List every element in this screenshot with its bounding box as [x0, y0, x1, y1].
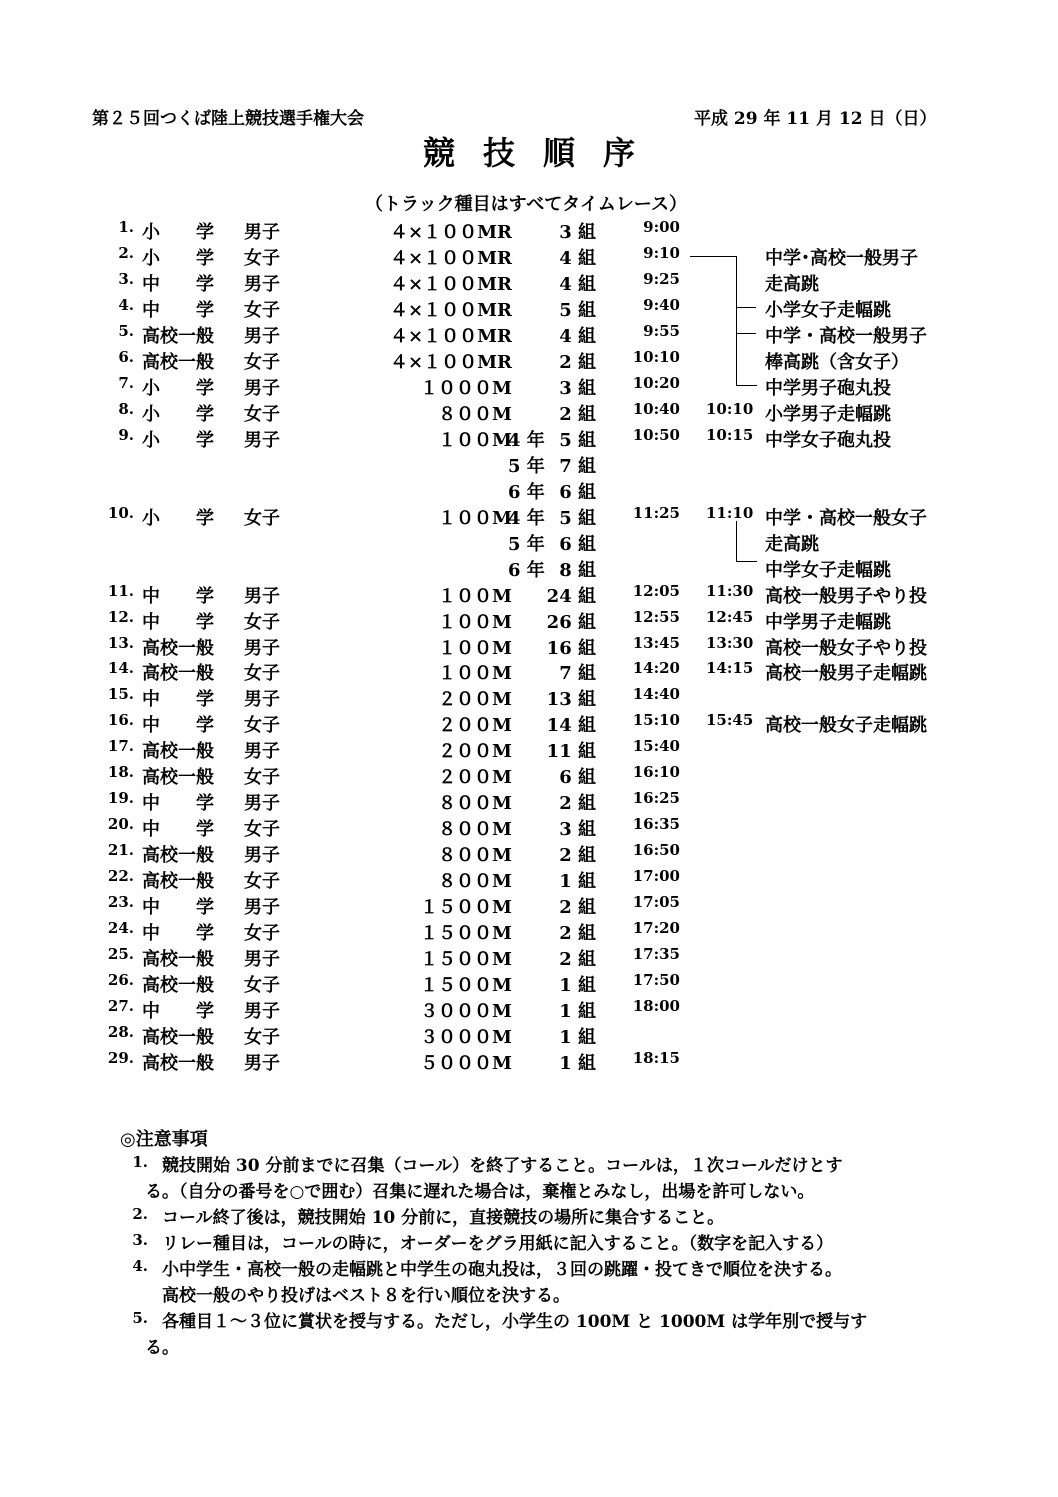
group-count: 7 組	[559, 663, 596, 685]
event-number: 27.	[107, 997, 134, 1016]
division: 中 学	[142, 585, 214, 607]
division: 小 学	[142, 377, 214, 399]
grade: 5 年	[508, 455, 545, 477]
group-count: 6 組	[559, 533, 596, 555]
event-number: 29.	[107, 1049, 134, 1068]
group-count: 2 組	[559, 403, 596, 425]
field-event-item	[0, 530, 1058, 556]
division: 中 学	[142, 715, 214, 737]
event-number: 16.	[107, 711, 134, 730]
note-number: 4.	[132, 1257, 148, 1275]
start-time: 12:05	[632, 581, 680, 600]
event-name: ４×１００MR	[390, 299, 512, 321]
event-number: 17.	[107, 737, 134, 756]
division: 小 学	[142, 247, 214, 269]
gender: 男子	[244, 377, 280, 399]
division: 中 学	[142, 923, 214, 945]
event-number: 3.	[118, 269, 134, 288]
group-count: 26 組	[546, 611, 596, 633]
competition-title: 第２５回つくば陸上競技選手権大会	[92, 109, 364, 129]
gender: 男子	[244, 222, 280, 243]
field-time: 12:45	[706, 607, 754, 626]
note-number: 3.	[132, 1231, 148, 1249]
connector-tick-1	[736, 307, 756, 308]
group-count: 3 組	[559, 377, 596, 399]
division: 中 学	[142, 611, 214, 633]
gender: 女子	[244, 299, 280, 321]
field-event-label: 中学女子走幅跳	[765, 559, 891, 581]
table-row	[0, 789, 1058, 815]
field-time: 15:45	[706, 711, 754, 730]
field-event-label: 小学男子走幅跳	[765, 403, 891, 425]
group-count: 5 組	[559, 429, 596, 451]
gender: 男子	[244, 689, 280, 711]
group-count: 2 組	[559, 351, 596, 373]
event-number: 4.	[118, 295, 134, 314]
table-row	[0, 763, 1058, 789]
gender: 女子	[244, 923, 280, 945]
notes-title: ◎注意事項	[120, 1129, 208, 1150]
start-time: 16:25	[632, 789, 680, 808]
event-number: 28.	[107, 1023, 134, 1042]
field-event-item	[0, 244, 1058, 270]
field-event-item	[0, 556, 1058, 582]
start-time: 17:50	[632, 971, 680, 990]
gender: 女子	[244, 767, 280, 789]
event-name: １００M	[438, 507, 512, 529]
division: 高校一般	[142, 1027, 214, 1049]
division: 高校一般	[142, 351, 214, 373]
competition-date: 平成 29 年 11 月 12 日（日）	[694, 109, 937, 129]
start-time: 9:25	[643, 269, 680, 288]
event-name: １５００M	[420, 923, 512, 945]
gender: 男子	[244, 429, 280, 451]
group-count: 4 組	[559, 273, 596, 295]
division: 高校一般	[142, 637, 214, 659]
field-event-label: 高校一般男子走幅跳	[765, 663, 927, 685]
division: 中 学	[142, 273, 214, 295]
group-count: 6 組	[559, 767, 596, 789]
table-row	[0, 919, 1058, 945]
field-event-label: 中学･高校一般男子	[765, 247, 918, 269]
table-row	[0, 1049, 1058, 1075]
event-name: ４×１００MR	[390, 247, 512, 269]
gender: 女子	[244, 403, 280, 425]
division: 中 学	[142, 819, 214, 841]
start-time: 12:55	[632, 607, 680, 626]
event-number: 20.	[107, 815, 134, 834]
group-count: 3 組	[559, 222, 596, 243]
gender: 男子	[244, 845, 280, 867]
gender: 男子	[244, 637, 280, 659]
group-count: 1 組	[559, 1001, 596, 1023]
gender: 男子	[244, 741, 280, 763]
field-event-item	[0, 296, 1058, 322]
table-row	[0, 841, 1058, 867]
event-name: １５００M	[420, 949, 512, 971]
event-name: ５０００M	[420, 1053, 512, 1075]
field-time: 14:15	[706, 659, 754, 678]
field-event-label: 棒高跳（含女子）	[765, 351, 909, 373]
event-name: ２００M	[438, 689, 512, 711]
start-time: 16:35	[632, 815, 680, 834]
event-number: 12.	[107, 607, 134, 626]
group-count: 4 組	[559, 247, 596, 269]
start-time: 9:10	[643, 243, 680, 262]
table-row	[0, 815, 1058, 841]
event-number: 2.	[118, 243, 134, 262]
start-time: 17:35	[632, 945, 680, 964]
event-name: １００M	[438, 637, 512, 659]
event-number: 26.	[107, 971, 134, 990]
event-number: 18.	[107, 763, 134, 782]
event-number: 6.	[118, 347, 134, 366]
start-time: 17:00	[632, 867, 680, 886]
event-number: 15.	[107, 685, 134, 704]
group-count: 2 組	[559, 845, 596, 867]
note-number: 5.	[132, 1309, 148, 1327]
gender: 女子	[244, 507, 280, 529]
group-count: 6 組	[559, 481, 596, 503]
connector-tick-2	[736, 333, 756, 334]
field-event-label: 中学男子砲丸投	[765, 377, 891, 399]
start-time: 16:10	[632, 763, 680, 782]
field-event-label: 中学・高校一般男子	[765, 325, 927, 347]
grade: 4 年	[508, 429, 545, 451]
note-line: る。	[145, 1338, 179, 1358]
page-subtitle: （トラック種目はすべてタイムレース）	[365, 194, 688, 215]
field-event-label: 小学女子走幅跳	[765, 299, 891, 321]
field-time: 11:30	[706, 581, 754, 600]
field-event-label: 中学男子走幅跳	[765, 611, 891, 633]
division: 高校一般	[142, 871, 214, 893]
event-name: ８００M	[438, 819, 512, 841]
event-name: ４×１００MR	[390, 273, 512, 295]
division: 高校一般	[142, 741, 214, 763]
group-count: 11 組	[546, 741, 596, 763]
group-count: 2 組	[559, 949, 596, 971]
division: 高校一般	[142, 663, 214, 685]
connector-bracket-2	[736, 521, 757, 562]
field-event-item	[0, 322, 1058, 348]
group-count: 16 組	[546, 637, 596, 659]
gender: 男子	[244, 793, 280, 815]
event-name: ４×１００MR	[390, 351, 512, 373]
field-time: 10:10	[706, 399, 754, 418]
event-number: 14.	[107, 659, 134, 678]
start-time: 10:40	[632, 399, 680, 418]
connector-bracket-1	[736, 256, 757, 386]
start-time: 9:00	[643, 218, 680, 236]
division: 高校一般	[142, 325, 214, 347]
field-time: 11:10	[706, 503, 754, 522]
field-event-label: 高校一般女子やり投	[765, 637, 927, 659]
field-event-item	[0, 711, 1058, 737]
start-time: 11:25	[632, 503, 680, 522]
field-event-label: 走高跳	[765, 273, 819, 295]
event-number: 21.	[107, 841, 134, 860]
start-time: 14:20	[632, 659, 680, 678]
group-count: 3 組	[559, 819, 596, 841]
group-count: 1 組	[559, 1053, 596, 1075]
gender: 女子	[244, 975, 280, 997]
event-name: ８００M	[438, 403, 512, 425]
field-event-label: 中学・高校一般女子	[765, 507, 927, 529]
page-title: 競技順序	[422, 134, 663, 172]
event-name: ４×１００MR	[390, 325, 512, 347]
division: 中 学	[142, 1001, 214, 1023]
start-time: 17:05	[632, 893, 680, 912]
event-name: ２００M	[438, 741, 512, 763]
group-count: 7 組	[559, 455, 596, 477]
start-time: 10:20	[632, 373, 680, 392]
start-time: 17:20	[632, 919, 680, 938]
note-line: 競技開始 30 分前までに召集（コール）を終了すること。コールは，１次コールだけとす	[162, 1156, 843, 1176]
division: 中 学	[142, 689, 214, 711]
gender: 男子	[244, 1001, 280, 1023]
field-event-item	[0, 582, 1058, 608]
table-row	[0, 997, 1058, 1023]
field-event-item	[0, 400, 1058, 426]
table-row	[0, 1023, 1058, 1049]
group-count: 5 組	[559, 299, 596, 321]
field-event-label: 高校一般女子走幅跳	[765, 715, 927, 737]
start-time: 14:40	[632, 685, 680, 704]
event-number: 10.	[107, 503, 134, 522]
gender: 女子	[244, 715, 280, 737]
event-name: １００M	[438, 611, 512, 633]
gender: 女子	[244, 611, 280, 633]
group-count: 1 組	[559, 975, 596, 997]
group-count: 8 組	[559, 559, 596, 581]
start-time: 16:50	[632, 841, 680, 860]
table-row	[0, 478, 1058, 504]
group-count: 1 組	[559, 1027, 596, 1049]
event-number: 1.	[118, 218, 134, 236]
field-event-item	[0, 426, 1058, 452]
event-number: 25.	[107, 945, 134, 964]
event-name: ４×１００MR	[390, 222, 512, 243]
gender: 男子	[244, 897, 280, 919]
field-event-item	[0, 374, 1058, 400]
division: 小 学	[142, 429, 214, 451]
gender: 男子	[244, 1053, 280, 1075]
start-time: 18:00	[632, 997, 680, 1016]
event-name: １００M	[438, 429, 512, 451]
event-number: 8.	[118, 399, 134, 418]
note-line: 小中学生・高校一般の走幅跳と中学生の砲丸投は，３回の跳躍・投てきで順位を決する。	[162, 1260, 842, 1280]
start-time: 15:40	[632, 737, 680, 756]
field-event-label: 高校一般男子やり投	[765, 585, 927, 607]
division: 小 学	[142, 507, 214, 529]
event-name: １５００M	[420, 897, 512, 919]
start-time: 9:40	[643, 295, 680, 314]
note-line: コール終了後は，競技開始 10 分前に，直接競技の場所に集合すること。	[162, 1208, 725, 1228]
start-time: 13:45	[632, 633, 680, 652]
division: 高校一般	[142, 767, 214, 789]
field-event-label: 中学女子砲丸投	[765, 429, 891, 451]
gender: 男子	[244, 273, 280, 295]
event-number: 24.	[107, 919, 134, 938]
event-name: １５００M	[420, 975, 512, 997]
table-row	[0, 737, 1058, 763]
event-number: 19.	[107, 789, 134, 808]
field-event-item	[0, 270, 1058, 296]
field-event-item	[0, 504, 1058, 530]
event-name: ８００M	[438, 871, 512, 893]
table-row	[0, 685, 1058, 711]
group-count: 14 組	[546, 715, 596, 737]
group-count: 13 組	[546, 689, 596, 711]
field-time: 10:15	[706, 425, 754, 444]
grade: 5 年	[508, 533, 545, 555]
group-count: 5 組	[559, 507, 596, 529]
start-time: 18:15	[632, 1049, 680, 1068]
event-name: ２００M	[438, 767, 512, 789]
field-time: 13:30	[706, 633, 754, 652]
gender: 女子	[244, 247, 280, 269]
grade: 6 年	[508, 559, 545, 581]
table-row	[0, 867, 1058, 893]
event-name: ２００M	[438, 715, 512, 737]
group-count: 2 組	[559, 793, 596, 815]
note-line: 高校一般のやり投げはベスト８を行い順位を決する。	[162, 1286, 570, 1306]
event-number: 7.	[118, 373, 134, 392]
grade: 4 年	[508, 507, 545, 529]
division: 中 学	[142, 299, 214, 321]
note-number: 2.	[132, 1205, 148, 1223]
table-row	[0, 971, 1058, 997]
event-name: １０００M	[420, 377, 512, 399]
group-count: 1 組	[559, 871, 596, 893]
gender: 男子	[244, 585, 280, 607]
start-time: 15:10	[632, 711, 680, 730]
division: 中 学	[142, 793, 214, 815]
gender: 女子	[244, 871, 280, 893]
table-row	[0, 218, 1058, 244]
grade: 6 年	[508, 481, 545, 503]
division: 高校一般	[142, 845, 214, 867]
event-name: １００M	[438, 663, 512, 685]
division: 高校一般	[142, 975, 214, 997]
division: 高校一般	[142, 1053, 214, 1075]
event-number: 9.	[118, 425, 134, 444]
gender: 女子	[244, 663, 280, 685]
event-number: 22.	[107, 867, 134, 886]
division: 高校一般	[142, 949, 214, 971]
event-number: 5.	[118, 321, 134, 340]
table-row	[0, 945, 1058, 971]
note-number: 1.	[132, 1153, 148, 1171]
event-name: １００M	[438, 585, 512, 607]
gender: 女子	[244, 819, 280, 841]
event-name: ８００M	[438, 793, 512, 815]
connector-line-top	[690, 256, 736, 257]
field-event-label: 走高跳	[765, 533, 819, 555]
note-line: リレー種目は，コールの時に，オーダーをグラ用紙に記入すること。（数字を記入する）	[162, 1234, 834, 1254]
table-row	[0, 452, 1058, 478]
event-number: 23.	[107, 893, 134, 912]
field-event-item	[0, 634, 1058, 660]
event-name: ８００M	[438, 845, 512, 867]
field-event-item	[0, 608, 1058, 634]
division: 小 学	[142, 222, 214, 243]
gender: 女子	[244, 351, 280, 373]
division: 中 学	[142, 897, 214, 919]
gender: 女子	[244, 1027, 280, 1049]
start-time: 10:50	[632, 425, 680, 444]
note-line: 各種目１～３位に賞状を授与する。ただし，小学生の 100M と 1000M は学年別で授与す	[162, 1312, 868, 1332]
event-name: ３０００M	[420, 1001, 512, 1023]
event-number: 11.	[107, 581, 134, 600]
note-line: る。（自分の番号を○で囲む）召集に遅れた場合は，棄権とみなし，出場を許可しない。	[145, 1182, 815, 1202]
group-count: 24 組	[546, 585, 596, 607]
gender: 男子	[244, 949, 280, 971]
group-count: 2 組	[559, 897, 596, 919]
start-time: 9:55	[643, 321, 680, 340]
division: 小 学	[142, 403, 214, 425]
event-number: 13.	[107, 633, 134, 652]
event-name: ３０００M	[420, 1027, 512, 1049]
field-event-item	[0, 348, 1058, 374]
group-count: 2 組	[559, 923, 596, 945]
table-row	[0, 893, 1058, 919]
field-event-item	[0, 659, 1058, 685]
gender: 男子	[244, 325, 280, 347]
start-time: 10:10	[632, 347, 680, 366]
group-count: 4 組	[559, 325, 596, 347]
